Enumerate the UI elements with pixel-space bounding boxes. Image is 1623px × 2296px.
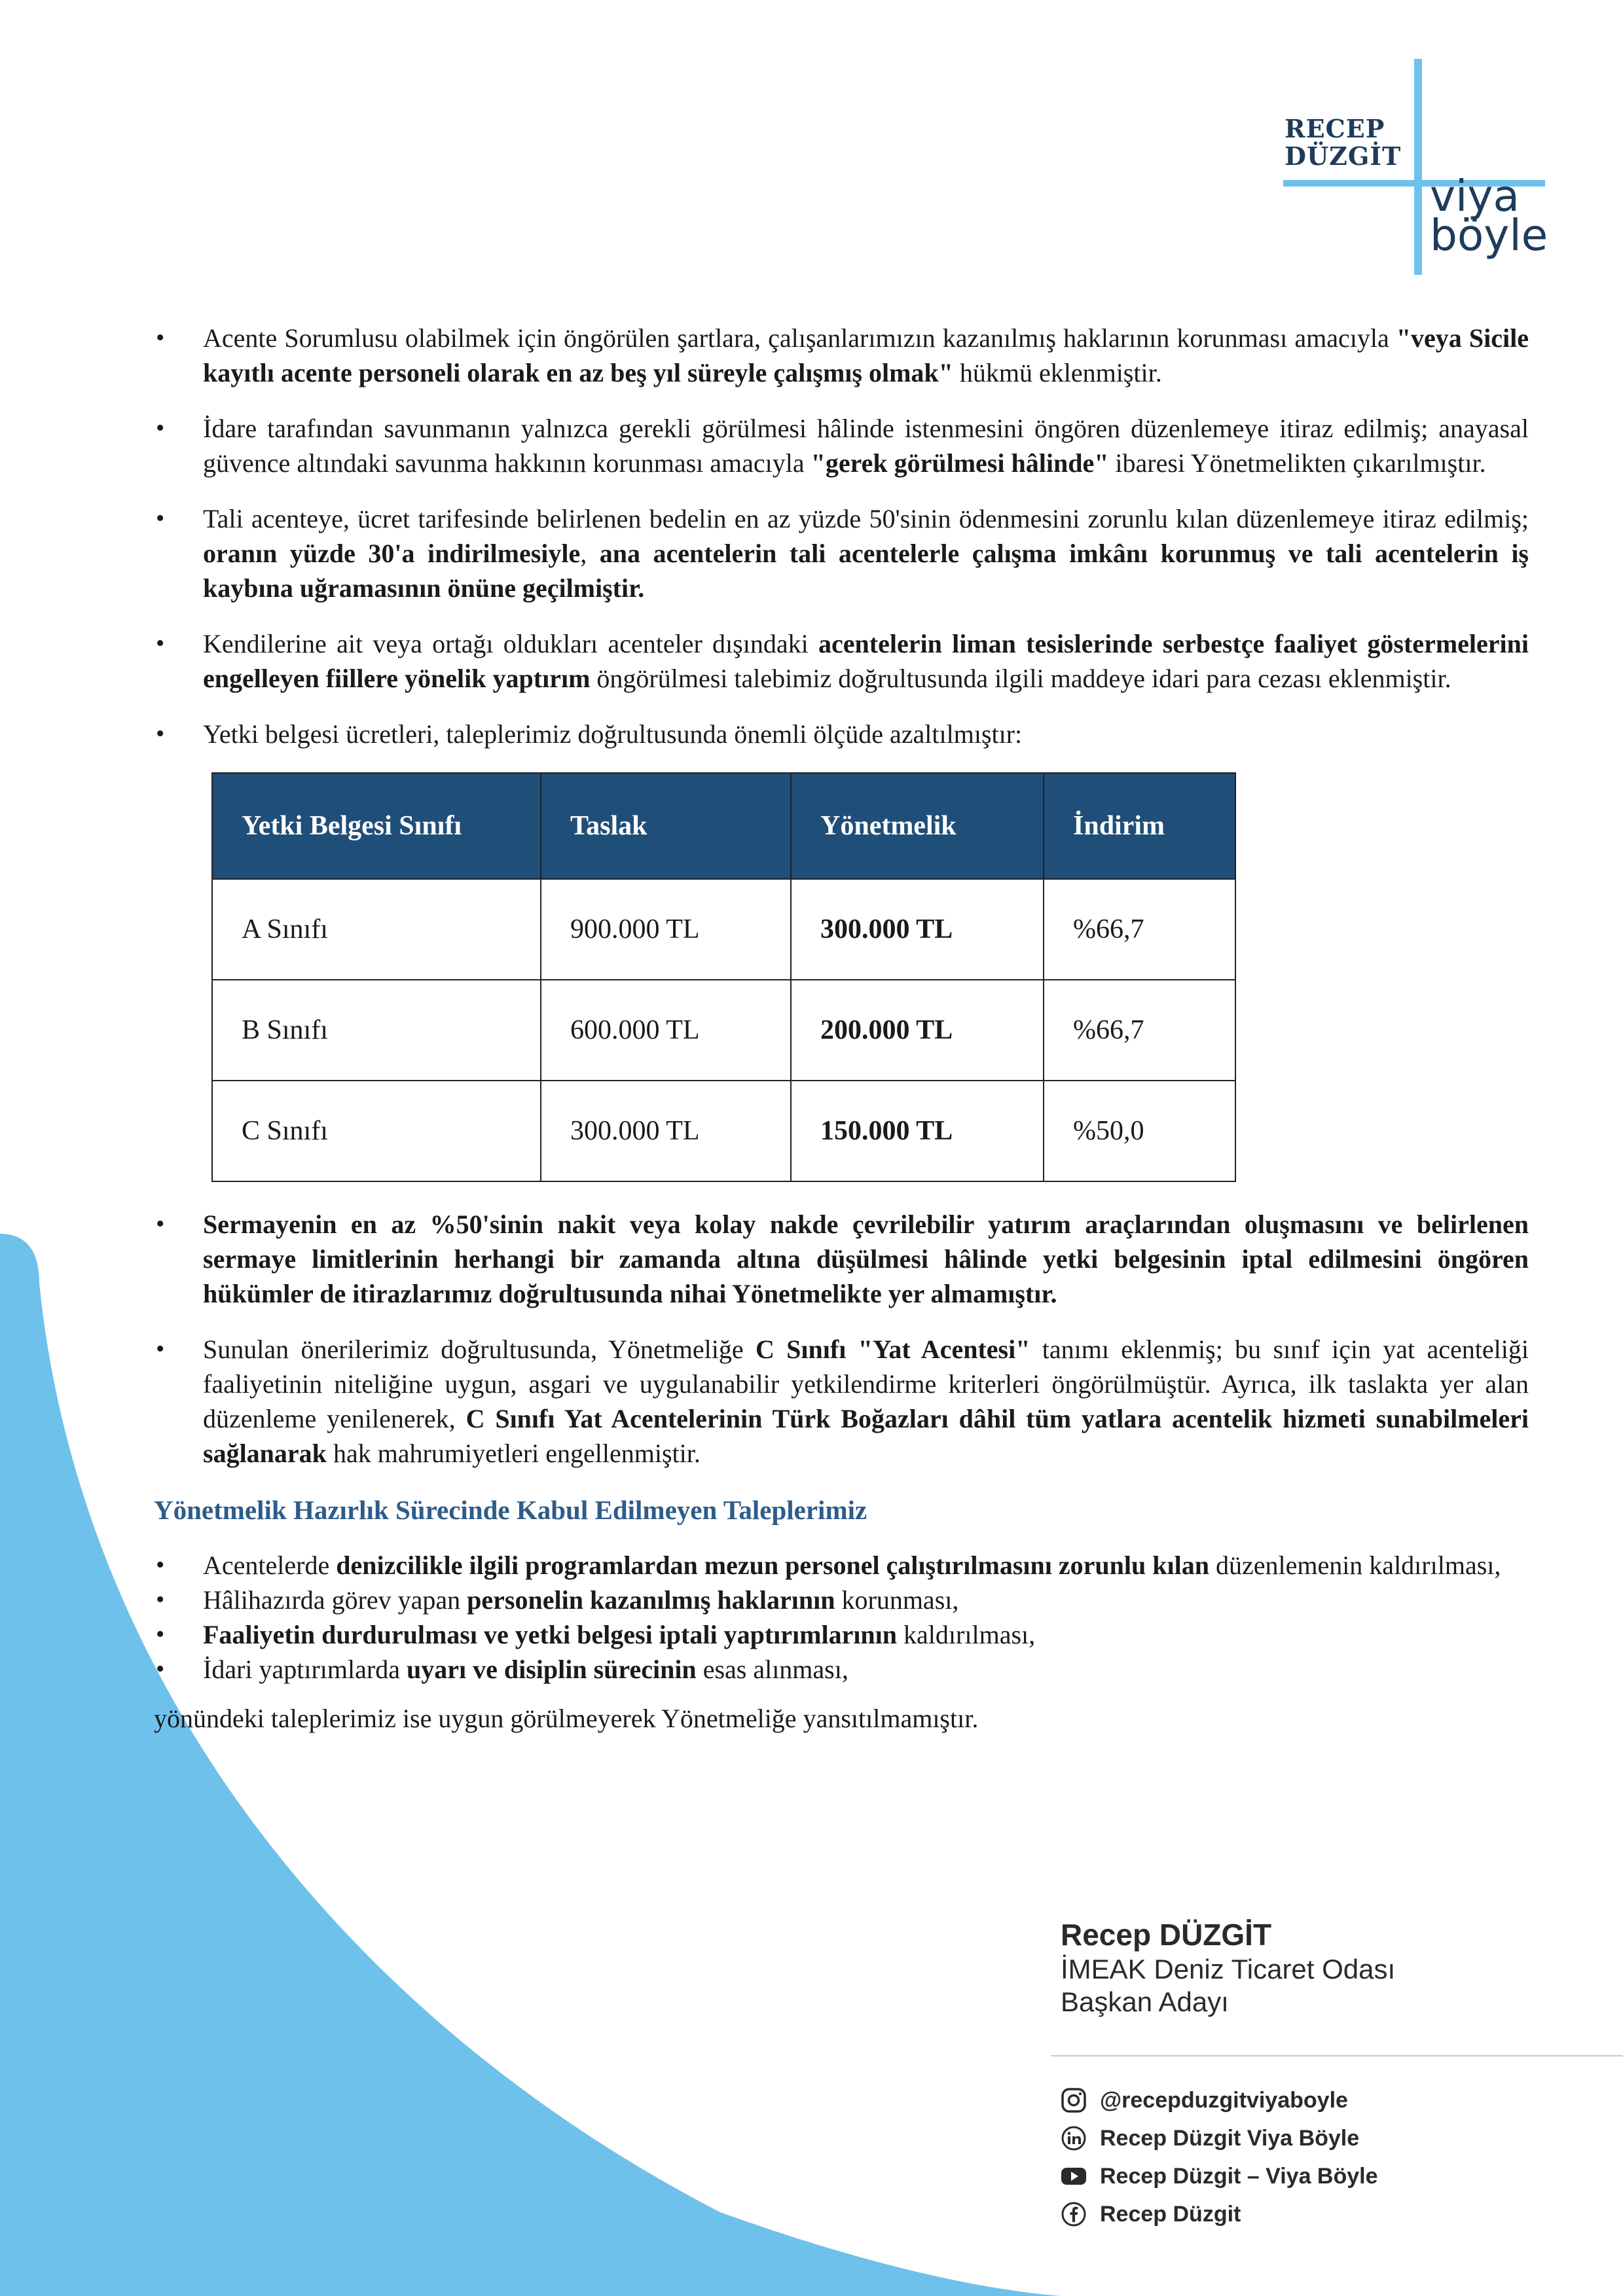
- text-run: Tali acenteye, ücret tarifesinde belirlenen bedelin en az yüzde 50'sinin ödenmesini zorunlu kılan düzenlemeye itiraz edilmiş;: [203, 504, 1529, 533]
- closing-sentence: yönündeki taleplerimiz ise uygun görülmeyerek Yönetmeliğe yansıtılmamıştır.: [154, 1704, 979, 1733]
- social-links: [1061, 2081, 1378, 2233]
- text-run: korunması,: [835, 1585, 959, 1615]
- list-item: [154, 501, 1529, 605]
- bullet-list-outcomes: [154, 1207, 1529, 1471]
- social-label: Recep Düzgit Viya Böyle: [1100, 2125, 1360, 2151]
- fee-table-header-row: [212, 773, 1235, 879]
- bold-text: personelin kazanılmış haklarının: [467, 1585, 835, 1615]
- text-run: Acentelerde: [203, 1551, 337, 1580]
- bold-text: Faaliyetin durdurulması ve yetki belgesi iptali yaptırımlarının: [203, 1620, 898, 1649]
- list-item: [154, 1617, 1529, 1652]
- text-run: öngörülmesi talebimiz doğrultusunda ilgili maddeye idari para cezası eklenmiştir.: [590, 664, 1451, 693]
- list-item: [154, 321, 1529, 390]
- table-row: [212, 980, 1235, 1081]
- table-cell: 200.000 TL: [791, 980, 1044, 1081]
- list-item: [154, 626, 1529, 696]
- bullet-list-rejected: [154, 1548, 1529, 1687]
- list-item: [154, 1207, 1529, 1311]
- bold-text: C Sınıfı Yat Acentelerinin Türk Boğazları dâhil tüm yatlara acentelik hizmeti sunabilmeleri sağlanarak: [203, 1404, 1529, 1468]
- table-cell: A Sınıfı: [212, 879, 541, 980]
- logo-line-3: viya: [1430, 171, 1520, 221]
- table-row: [212, 879, 1235, 980]
- signature-title: İMEAK Deniz Ticaret Odası: [1061, 1954, 1396, 1984]
- table-cell: %66,7: [1044, 879, 1235, 980]
- bold-text: denizcilikle ilgili programlardan mezun personel çalıştırılmasını zorunlu kılan: [336, 1551, 1209, 1580]
- list-item: [154, 1652, 1529, 1687]
- table-cell: B Sınıfı: [212, 980, 541, 1081]
- signature-block: [1061, 1916, 1395, 2018]
- bold-text: "veya Sicile kayıtlı acente personeli olarak en az beş yıl süreyle çalışmış olmak": [203, 323, 1529, 387]
- social-instagram[interactable]: [1061, 2081, 1378, 2119]
- text-run: düzenlemenin kaldırılması,: [1209, 1551, 1501, 1580]
- fee-table-header: Yetki Belgesi Sınıfı: [212, 773, 541, 879]
- facebook-icon: [1061, 2201, 1087, 2227]
- text-run: Kendilerine ait veya ortağı oldukları acenteler dışındaki: [203, 629, 818, 658]
- list-item: [154, 1332, 1529, 1471]
- logo-line-2: DÜZGİT: [1285, 141, 1402, 171]
- document-body: [154, 321, 1529, 1736]
- text-run: Hâlihazırda görev yapan: [203, 1585, 467, 1615]
- text-run: kaldırılması,: [897, 1620, 1036, 1649]
- table-cell: 900.000 TL: [541, 879, 791, 980]
- text-run: hak mahrumiyetleri engellenmiştir.: [326, 1439, 701, 1468]
- table-cell: %66,7: [1044, 980, 1235, 1081]
- table-cell: %50,0: [1044, 1081, 1235, 1181]
- section-heading: Yönetmelik Hazırlık Sürecinde Kabul Edilmeyen Taleplerimiz: [154, 1495, 867, 1525]
- youtube-icon: [1061, 2163, 1087, 2189]
- bold-text: acentelerin liman tesislerinde serbestçe faaliyet göstermelerini engelleyen fiillere yönelik yaptırım: [203, 629, 1529, 693]
- fee-table-header: Taslak: [541, 773, 791, 879]
- table-cell: 150.000 TL: [791, 1081, 1044, 1181]
- text-run: İdari yaptırımlarda: [203, 1655, 407, 1684]
- logo-line-1: RECEP: [1285, 114, 1385, 143]
- text-run: esas alınması,: [696, 1655, 848, 1684]
- table-cell: 600.000 TL: [541, 980, 791, 1081]
- bold-text: oranın yüzde 30'a indirilmesiyle: [203, 539, 581, 568]
- table-row: [212, 1081, 1235, 1181]
- divider: [1051, 2055, 1623, 2056]
- brand-logo: [1283, 59, 1548, 275]
- bold-text: Sermayenin en az %50'sinin nakit veya kolay nakde çevrilebilir yatırım araçlarından oluşmasını ve belirlenen sermaye limitlerinin herhangi bir zamanda altına düşülmesi hâlinde yetki belgesinin iptal edilmesini öngören hükümler de itirazlarımız doğrultusunda nihai Yönetmelikte yer almamıştır.: [203, 1210, 1529, 1308]
- text-run: Yetki belgesi ücretleri, taleplerimiz doğrultusunda önemli ölçüde azaltılmıştır:: [203, 719, 1023, 749]
- instagram-icon: [1061, 2087, 1087, 2113]
- text-run: Sunulan önerilerimiz doğrultusunda, Yönetmeliğe: [203, 1335, 756, 1364]
- logo-line-4: böyle: [1430, 210, 1548, 260]
- social-label: Recep Düzgit – Viya Böyle: [1100, 2163, 1378, 2189]
- list-item: [154, 1548, 1529, 1583]
- list-item: [154, 411, 1529, 480]
- social-youtube[interactable]: [1061, 2157, 1378, 2195]
- list-item: [154, 1583, 1529, 1617]
- text-run: Acente Sorumlusu olabilmek için öngörülen şartlara, çalışanlarımızın kazanılmış haklarının korunması amacıyla: [203, 323, 1396, 353]
- text-run: İdare tarafından savunmanın yalnızca gerekli görülmesi hâlinde istenmesini öngören düzenlemeye itiraz edilmiş; anayasal güvence altındaki savunma hakkının korunması amacıyla: [203, 414, 1529, 478]
- list-item: [154, 717, 1529, 751]
- social-linkedin[interactable]: [1061, 2119, 1378, 2157]
- text-run: hükmü eklenmiştir.: [953, 358, 1162, 387]
- social-label: Recep Düzgit: [1100, 2201, 1241, 2227]
- bold-text: uyarı ve disiplin sürecinin: [406, 1655, 697, 1684]
- fee-table-header: İndirim: [1044, 773, 1235, 879]
- bold-text: ana acentelerin tali acentelerle çalışma imkânı korunmuş ve tali acentelerin iş kaybına uğramasının önüne geçilmiştir.: [203, 539, 1529, 603]
- bold-text: "gerek görülmesi hâlinde": [811, 448, 1109, 478]
- text-run: tanımı eklenmiş; bu sınıf için yat acenteliği faaliyetinin niteliğine uygun, asgari ve uygulanabilir yetkilendirme kriterleri öngörülmüştür. Ayrıca, ilk taslakta yer alan düzenleme yenilenerek,: [203, 1335, 1529, 1433]
- social-label: @recepduzgitviyaboyle: [1100, 2087, 1348, 2113]
- signature-role: Başkan Adayı: [1061, 1986, 1229, 2017]
- signature-name: Recep DÜZGİT: [1061, 1918, 1272, 1952]
- fee-table-header: Yönetmelik: [791, 773, 1044, 879]
- social-facebook[interactable]: [1061, 2195, 1378, 2233]
- text-run: ibaresi Yönetmelikten çıkarılmıştır.: [1108, 448, 1486, 478]
- table-cell: 300.000 TL: [791, 879, 1044, 980]
- bullet-list-achievements: [154, 321, 1529, 751]
- table-cell: 300.000 TL: [541, 1081, 791, 1181]
- fee-table: [211, 772, 1236, 1182]
- bold-text: C Sınıfı "Yat Acentesi": [755, 1335, 1030, 1364]
- linkedin-icon: [1061, 2125, 1087, 2151]
- table-cell: C Sınıfı: [212, 1081, 541, 1181]
- text-run: ,: [580, 539, 600, 568]
